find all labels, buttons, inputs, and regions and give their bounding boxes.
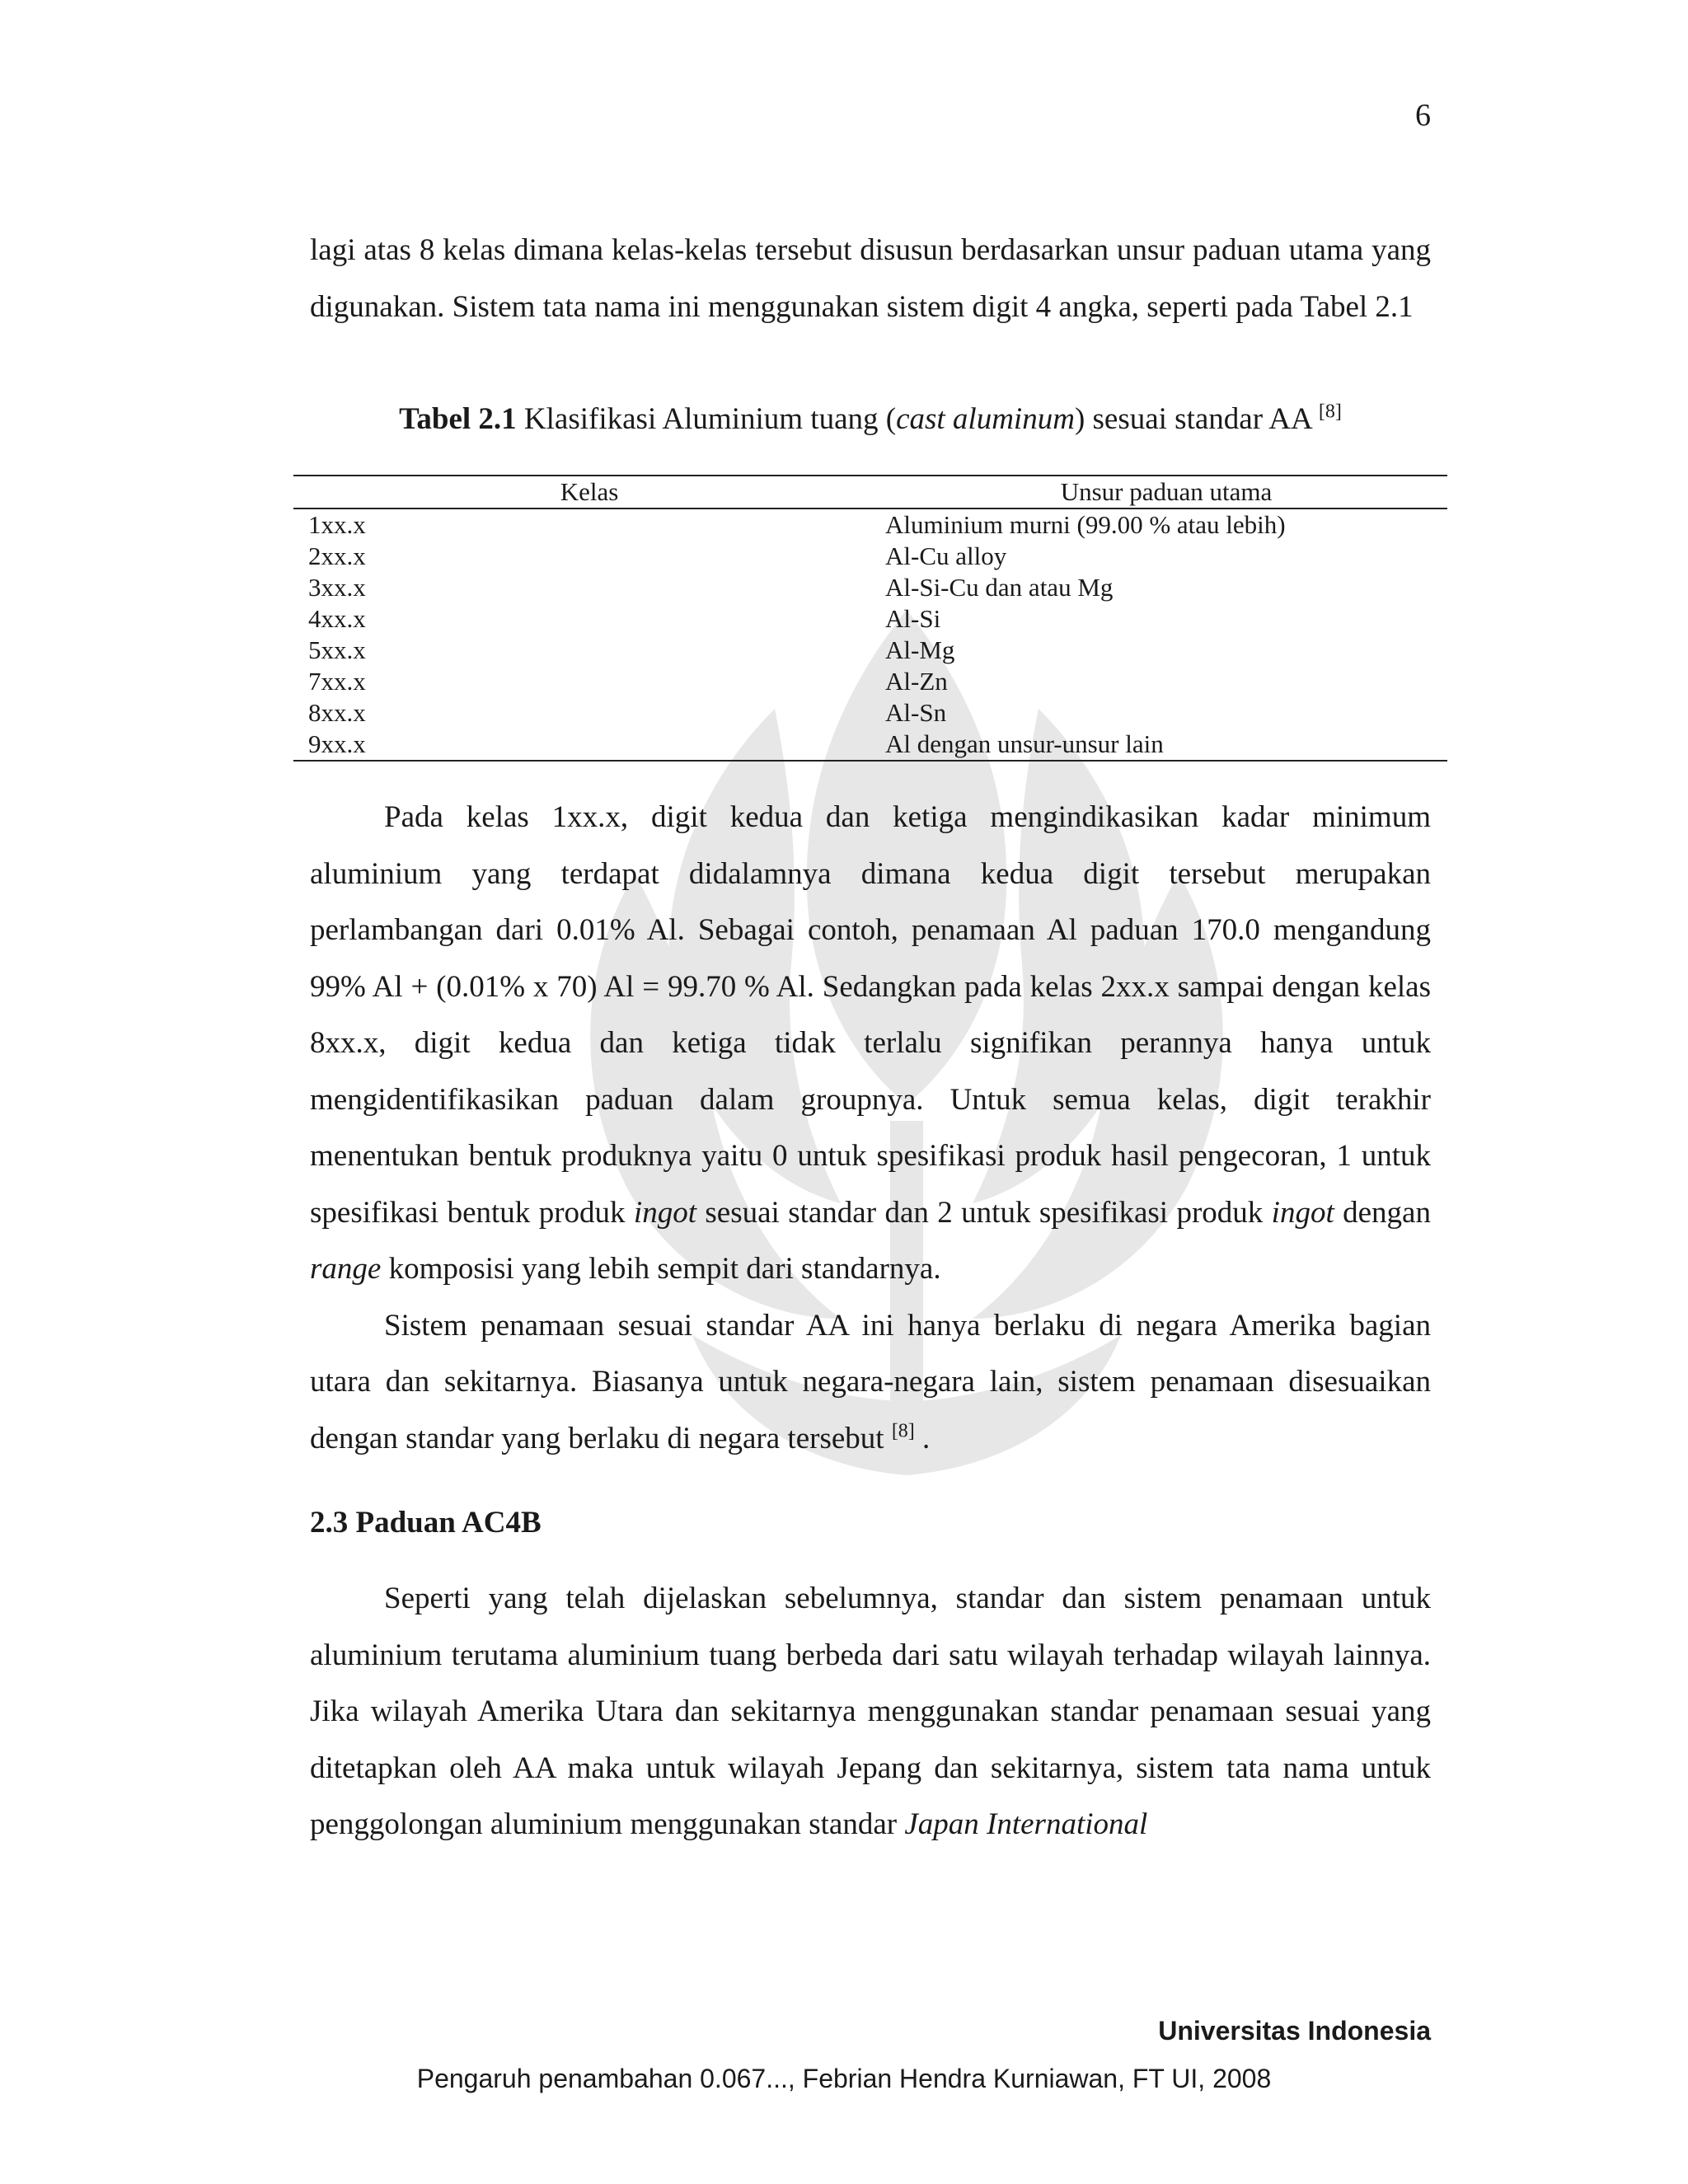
table-cell-kelas: 8xx.x: [308, 698, 366, 727]
table-cell-kelas: 2xx.x: [308, 541, 366, 570]
table-cell-unsur: Al-Sn: [885, 698, 947, 727]
paragraph-text: Pada kelas 1xx.x, digit kedua dan ketiga mengindikasikan kadar minimum aluminium yang terdapat didalamnya dimana kedua digit tersebut merupakan perlambangan dari 0.01% Al. Sebagai contoh, penamaan Al paduan 170.0 mengandung 99% Al + (0.01% x 70) Al = 99.70 % Al. Sedangkan pada kelas 2xx.x sampai dengan kelas 8xx.x, digit kedua dan ketiga tidak terlalu signifikan perannya hanya untuk mengidentifikasikan paduan dalam groupnya. Untuk semua kelas, digit terakhir menentukan bentuk produknya yaitu 0 untuk spesifikasi produk hasil pengecoran, 1 untuk spesifikasi bentuk produk: [310, 800, 1431, 1230]
table-caption-text-1: Klasifikasi Aluminium tuang (: [516, 402, 897, 436]
italic-term-ingot: ingot: [633, 1195, 696, 1230]
intro-section: [310, 223, 1431, 438]
italic-term-jis: Japan International: [904, 1807, 1148, 1841]
table-cell-kelas: 9xx.x: [293, 729, 885, 761]
table-header-row: [293, 476, 1447, 509]
table-cell-unsur: Al-Cu alloy: [885, 541, 1007, 570]
citation-ref: [8]: [891, 1420, 915, 1442]
table-row: [293, 603, 1447, 635]
table-caption-text-2: ) sesuai standar AA: [1074, 402, 1319, 436]
table-cell-unsur: Al-Mg: [885, 635, 955, 664]
paragraph-text: dengan: [1334, 1195, 1431, 1230]
table-header-kelas: Kelas: [293, 476, 885, 509]
body-section: [310, 790, 1431, 1467]
paragraph-text: komposisi yang lebih sempit dari standarnya.: [381, 1252, 941, 1286]
university-name: Universitas Indonesia: [1158, 2016, 1431, 2046]
table-cell-unsur: Al dengan unsur-unsur lain: [885, 729, 1447, 761]
table-cell-kelas: 7xx.x: [308, 667, 366, 696]
paragraph-naming-system: [310, 1298, 1431, 1468]
table-row: [293, 572, 1447, 603]
page-number: 6: [1415, 98, 1431, 133]
table-cell-kelas: 5xx.x: [308, 635, 366, 664]
paragraph-text: Seperti yang telah dijelaskan sebelumnya, standar dan sistem penamaan untuk aluminium terutama aluminium tuang berbeda dari satu wilayah terhadap wilayah lainnya. Jika wilayah Amerika Utara dan sekitarnya menggunakan standar penamaan sesuai yang ditetapkan oleh AA maka untuk wilayah Jepang dan sekitarnya, sistem tata nama untuk penggolongan aluminium menggunakan standar: [310, 1582, 1431, 1841]
table-cell-unsur: Al-Si: [885, 604, 941, 633]
paragraph-text: .: [914, 1421, 931, 1455]
italic-term-ingot: ingot: [1271, 1195, 1334, 1230]
section-heading: 2.3 Paduan AC4B: [310, 1506, 542, 1540]
table-cell-unsur: Aluminium murni (99.00 % atau lebih): [885, 510, 1286, 539]
paragraph-text: sesuai standar dan 2 untuk spesifikasi produk: [696, 1195, 1272, 1230]
table-cell-kelas: 1xx.x: [308, 510, 366, 539]
italic-term-range: range: [310, 1252, 382, 1286]
table-cell-kelas: 4xx.x: [308, 604, 366, 633]
table-header-unsur: Unsur paduan utama: [885, 476, 1447, 509]
table-row: [293, 541, 1447, 572]
table-caption: [310, 401, 1431, 438]
intro-paragraph: lagi atas 8 kelas dimana kelas-kelas tersebut disusun berdasarkan unsur paduan utama yang digunakan. Sistem tata nama ini menggunakan sistem digit 4 angka, seperti pada Tabel 2.1: [310, 233, 1431, 324]
section-body: [310, 1571, 1431, 1854]
table-row: [293, 509, 1447, 541]
table-row: [293, 697, 1447, 729]
table-row: [293, 635, 1447, 666]
paragraph-ac4b: [310, 1571, 1431, 1854]
table-caption-label: Tabel 2.1: [399, 402, 517, 436]
table-caption-ref: [8]: [1318, 401, 1342, 423]
classification-table: [293, 475, 1447, 762]
table-row: [293, 666, 1447, 697]
paragraph-text: Sistem penamaan sesuai standar AA ini hanya berlaku di negara Amerika bagian utara dan sekitarnya. Biasanya untuk negara-negara lain, sistem penamaan disesuaikan dengan standar yang berlaku di negara tersebut: [310, 1308, 1431, 1455]
page-footer: Pengaruh penambahan 0.067..., Febrian Hendra Kurniawan, FT UI, 2008: [416, 2064, 1272, 2093]
paragraph-class-digits: [310, 790, 1431, 1298]
table-cell-kelas: 3xx.x: [308, 573, 366, 602]
table-row: [293, 729, 1447, 761]
table-caption-italic: cast aluminum: [896, 402, 1075, 436]
table-cell-unsur: Al-Zn: [885, 667, 948, 696]
table-cell-unsur: Al-Si-Cu dan atau Mg: [885, 573, 1114, 602]
